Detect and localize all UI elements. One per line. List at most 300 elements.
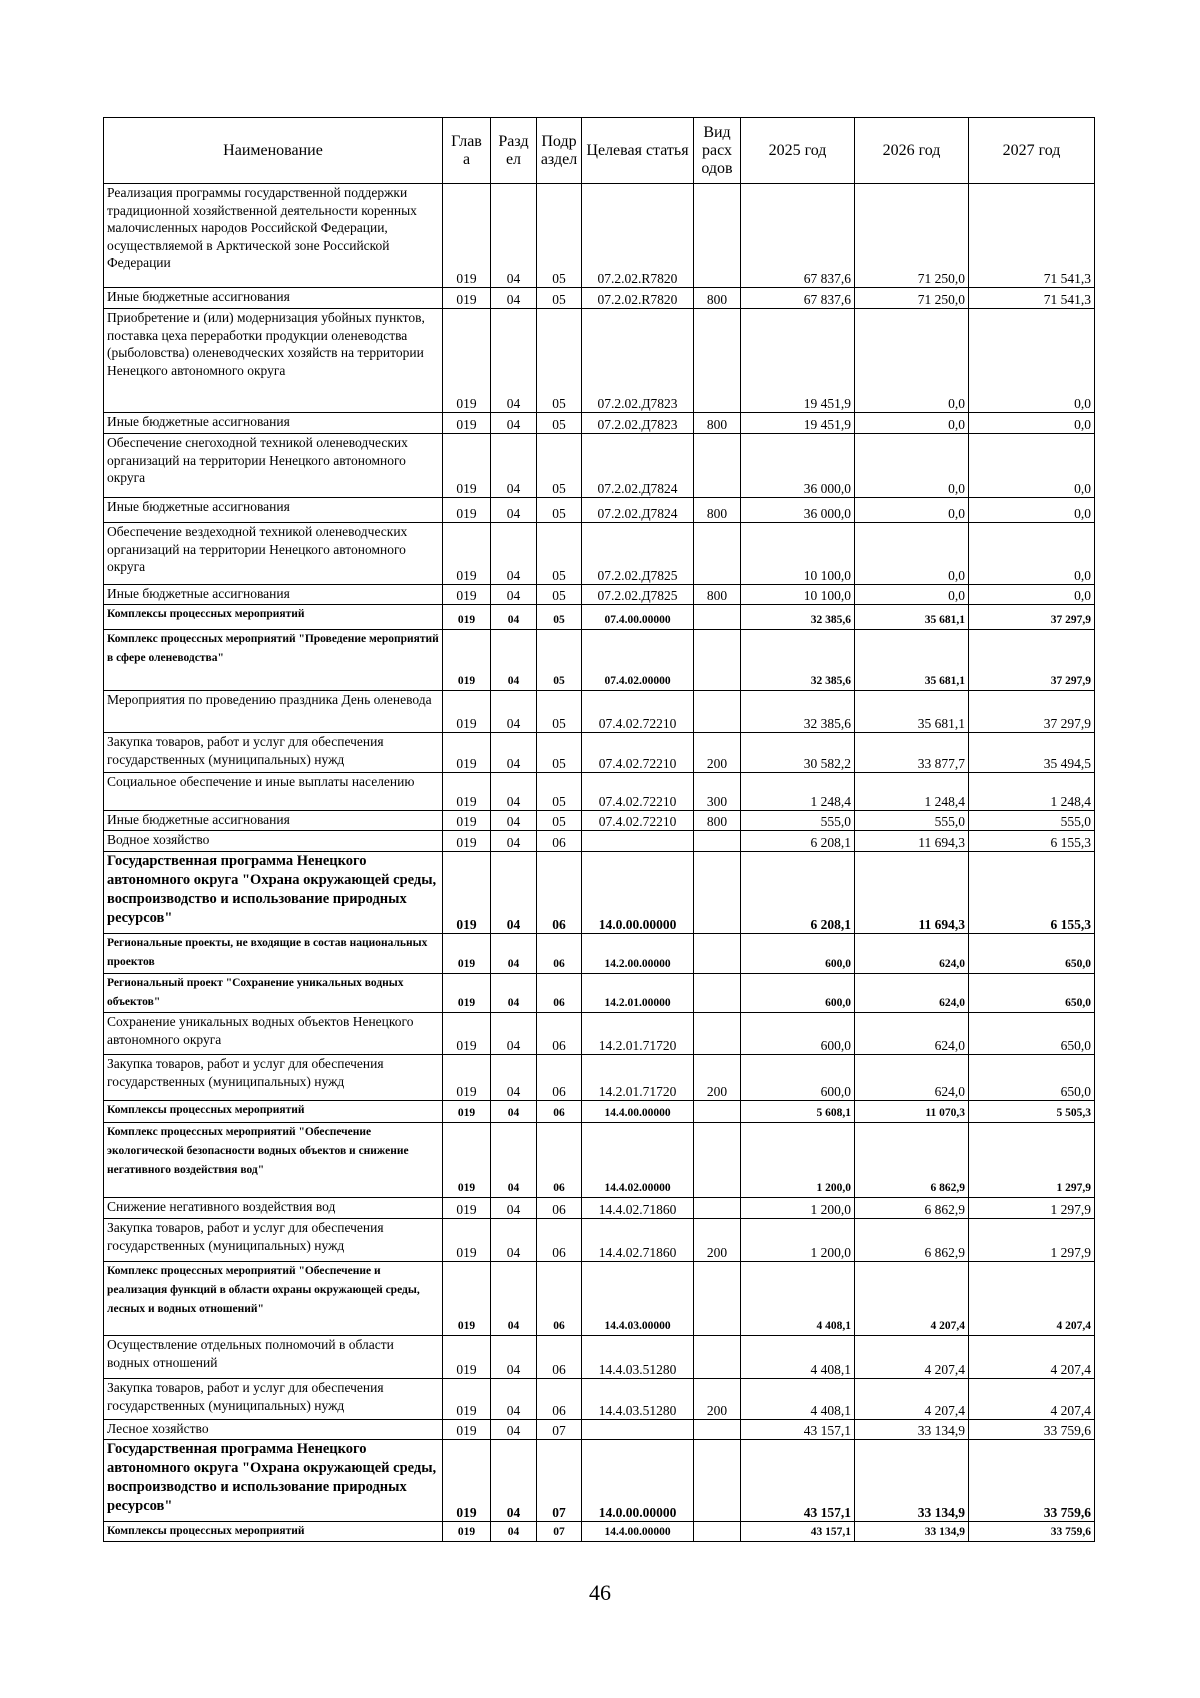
row-2025: 1 248,4 — [741, 773, 855, 811]
row-name: Лесное хозяйство — [104, 1420, 443, 1440]
row-target-article: 07.2.02.Д7824 — [582, 498, 694, 523]
row-2027: 33 759,6 — [969, 1522, 1095, 1542]
row-2025: 36 000,0 — [741, 498, 855, 523]
row-podrazdel: 06 — [537, 974, 582, 1013]
row-podrazdel: 06 — [537, 1101, 582, 1123]
row-2025: 1 200,0 — [741, 1123, 855, 1198]
row-name: Иные бюджетные ассигнования — [104, 585, 443, 605]
row-expense-type: 800 — [694, 413, 741, 434]
row-2025: 6 208,1 — [741, 831, 855, 852]
row-expense-type — [694, 831, 741, 852]
row-2026: 33 877,7 — [855, 733, 969, 773]
row-2027: 650,0 — [969, 1013, 1095, 1055]
row-glava: 019 — [443, 1262, 491, 1336]
row-glava: 019 — [443, 811, 491, 831]
row-podrazdel: 05 — [537, 309, 582, 413]
table-row — [104, 498, 1095, 523]
row-razdel: 04 — [491, 605, 537, 630]
row-2026: 6 862,9 — [855, 1219, 969, 1262]
row-target-article: 14.4.00.00000 — [582, 1522, 694, 1542]
table-row — [104, 1013, 1095, 1055]
row-glava: 019 — [443, 434, 491, 498]
row-razdel: 04 — [491, 1440, 537, 1522]
row-razdel: 04 — [491, 585, 537, 605]
row-razdel: 04 — [491, 811, 537, 831]
table-row — [104, 934, 1095, 974]
row-2026: 0,0 — [855, 309, 969, 413]
row-razdel: 04 — [491, 1420, 537, 1440]
row-podrazdel: 05 — [537, 733, 582, 773]
row-name: Иные бюджетные ассигнования — [104, 498, 443, 523]
row-target-article — [582, 831, 694, 852]
row-2027: 1 248,4 — [969, 773, 1095, 811]
row-glava: 019 — [443, 1219, 491, 1262]
row-2026: 624,0 — [855, 1055, 969, 1101]
row-target-article: 14.4.02.71860 — [582, 1219, 694, 1262]
row-podrazdel: 05 — [537, 434, 582, 498]
header-target-article: Целевая статья — [582, 118, 694, 184]
row-expense-type — [694, 852, 741, 934]
row-2027: 0,0 — [969, 523, 1095, 585]
table-row — [104, 691, 1095, 733]
row-2025: 19 451,9 — [741, 309, 855, 413]
row-target-article: 07.2.02.Д7823 — [582, 309, 694, 413]
row-target-article: 07.4.02.72210 — [582, 773, 694, 811]
row-podrazdel: 05 — [537, 691, 582, 733]
row-2025: 67 837,6 — [741, 184, 855, 288]
row-glava: 019 — [443, 1379, 491, 1420]
row-target-article: 14.4.03.51280 — [582, 1336, 694, 1379]
row-razdel: 04 — [491, 523, 537, 585]
row-2025: 43 157,1 — [741, 1522, 855, 1542]
row-target-article: 07.2.02.Д7825 — [582, 523, 694, 585]
row-2026: 11 070,3 — [855, 1101, 969, 1123]
row-razdel: 04 — [491, 1055, 537, 1101]
row-2026: 35 681,1 — [855, 605, 969, 630]
row-2026: 71 250,0 — [855, 288, 969, 309]
row-podrazdel: 06 — [537, 1379, 582, 1420]
row-glava: 019 — [443, 852, 491, 934]
table-row — [104, 1262, 1095, 1336]
row-2026: 33 134,9 — [855, 1420, 969, 1440]
row-glava: 019 — [443, 974, 491, 1013]
row-2026: 6 862,9 — [855, 1198, 969, 1219]
row-razdel: 04 — [491, 1379, 537, 1420]
row-name: Закупка товаров, работ и услуг для обеспечения государственных (муниципальных) нужд — [104, 1379, 443, 1420]
table-row — [104, 1055, 1095, 1101]
row-name: Комплекс процессных мероприятий "Обеспечение экологической безопасности водных объектов и снижение негативного воздействия вод" — [104, 1123, 443, 1198]
row-2027: 0,0 — [969, 434, 1095, 498]
row-target-article: 07.2.02.R7820 — [582, 288, 694, 309]
row-target-article: 07.2.02.R7820 — [582, 184, 694, 288]
row-podrazdel: 05 — [537, 413, 582, 434]
row-name: Закупка товаров, работ и услуг для обеспечения государственных (муниципальных) нужд — [104, 1219, 443, 1262]
row-name: Иные бюджетные ассигнования — [104, 413, 443, 434]
row-2027: 1 297,9 — [969, 1123, 1095, 1198]
row-2025: 600,0 — [741, 1055, 855, 1101]
row-razdel: 04 — [491, 1522, 537, 1542]
row-expense-type — [694, 1013, 741, 1055]
row-podrazdel: 06 — [537, 1123, 582, 1198]
row-expense-type: 200 — [694, 1219, 741, 1262]
row-target-article: 14.4.02.00000 — [582, 1123, 694, 1198]
row-2027: 0,0 — [969, 498, 1095, 523]
row-name: Региональный проект "Сохранение уникальных водных объектов" — [104, 974, 443, 1013]
row-name: Государственная программа Ненецкого автономного округа "Охрана окружающей среды, воспроизводство и использование природных ресурсов" — [104, 1440, 443, 1522]
table-row — [104, 523, 1095, 585]
header-row — [104, 118, 1095, 184]
row-2026: 0,0 — [855, 498, 969, 523]
table-row — [104, 831, 1095, 852]
row-razdel: 04 — [491, 413, 537, 434]
row-podrazdel: 06 — [537, 1055, 582, 1101]
row-expense-type — [694, 1198, 741, 1219]
row-glava: 019 — [443, 1123, 491, 1198]
row-podrazdel: 05 — [537, 811, 582, 831]
row-2026: 11 694,3 — [855, 852, 969, 934]
row-expense-type: 300 — [694, 773, 741, 811]
row-name: Комплекс процессных мероприятий "Обеспечение и реализация функций в области охраны окружающей среды, лесных и водных отношений" — [104, 1262, 443, 1336]
row-target-article: 07.4.02.72210 — [582, 811, 694, 831]
row-expense-type — [694, 974, 741, 1013]
row-razdel: 04 — [491, 773, 537, 811]
row-target-article: 07.4.00.00000 — [582, 605, 694, 630]
row-podrazdel: 05 — [537, 773, 582, 811]
header-name: Наименование — [104, 118, 443, 184]
table-row — [104, 811, 1095, 831]
row-2025: 5 608,1 — [741, 1101, 855, 1123]
row-target-article: 14.2.00.00000 — [582, 934, 694, 974]
row-2027: 35 494,5 — [969, 733, 1095, 773]
row-target-article: 14.0.00.00000 — [582, 1440, 694, 1522]
row-2027: 37 297,9 — [969, 691, 1095, 733]
row-razdel: 04 — [491, 1013, 537, 1055]
row-podrazdel: 05 — [537, 184, 582, 288]
row-razdel: 04 — [491, 831, 537, 852]
row-expense-type — [694, 1123, 741, 1198]
table-body — [104, 184, 1095, 1542]
row-name: Комплексы процессных мероприятий — [104, 1522, 443, 1542]
row-razdel: 04 — [491, 498, 537, 523]
row-glava: 019 — [443, 630, 491, 691]
row-name: Комплексы процессных мероприятий — [104, 1101, 443, 1123]
row-target-article: 07.2.02.Д7824 — [582, 434, 694, 498]
row-podrazdel: 06 — [537, 1336, 582, 1379]
row-razdel: 04 — [491, 691, 537, 733]
row-2026: 624,0 — [855, 934, 969, 974]
row-glava: 019 — [443, 1198, 491, 1219]
row-2025: 30 582,2 — [741, 733, 855, 773]
row-glava: 019 — [443, 523, 491, 585]
row-glava: 019 — [443, 831, 491, 852]
row-expense-type: 800 — [694, 288, 741, 309]
row-2027: 37 297,9 — [969, 605, 1095, 630]
row-2025: 10 100,0 — [741, 523, 855, 585]
row-razdel: 04 — [491, 852, 537, 934]
row-glava: 019 — [443, 1013, 491, 1055]
row-expense-type — [694, 309, 741, 413]
table-row — [104, 1198, 1095, 1219]
row-razdel: 04 — [491, 1101, 537, 1123]
table-row — [104, 1101, 1095, 1123]
row-2027: 0,0 — [969, 413, 1095, 434]
table-row — [104, 1379, 1095, 1420]
row-2026: 33 134,9 — [855, 1522, 969, 1542]
row-expense-type: 200 — [694, 1055, 741, 1101]
table-row — [104, 1440, 1095, 1522]
row-2025: 19 451,9 — [741, 413, 855, 434]
row-target-article: 14.4.03.51280 — [582, 1379, 694, 1420]
row-2025: 1 200,0 — [741, 1198, 855, 1219]
row-podrazdel: 07 — [537, 1440, 582, 1522]
row-target-article — [582, 1420, 694, 1440]
row-2027: 4 207,4 — [969, 1262, 1095, 1336]
row-2026: 0,0 — [855, 523, 969, 585]
row-razdel: 04 — [491, 1336, 537, 1379]
table-row — [104, 733, 1095, 773]
row-target-article: 14.2.01.71720 — [582, 1013, 694, 1055]
row-2027: 1 297,9 — [969, 1198, 1095, 1219]
row-glava: 019 — [443, 1336, 491, 1379]
header-razdel: Разд ел — [491, 118, 537, 184]
row-2026: 4 207,4 — [855, 1379, 969, 1420]
row-expense-type — [694, 1101, 741, 1123]
row-2027: 6 155,3 — [969, 852, 1095, 934]
row-razdel: 04 — [491, 1219, 537, 1262]
row-2025: 43 157,1 — [741, 1440, 855, 1522]
row-2027: 4 207,4 — [969, 1336, 1095, 1379]
row-expense-type — [694, 934, 741, 974]
row-2027: 33 759,6 — [969, 1440, 1095, 1522]
row-razdel: 04 — [491, 184, 537, 288]
page-number: 46 — [589, 1580, 611, 1605]
row-2025: 10 100,0 — [741, 585, 855, 605]
row-2025: 1 200,0 — [741, 1219, 855, 1262]
row-name: Приобретение и (или) модернизация убойных пунктов, поставка цеха переработки продукции оленеводства (рыболовства) оленеводческих хозяйств на территории Ненецкого автономного округа — [104, 309, 443, 413]
row-2027: 4 207,4 — [969, 1379, 1095, 1420]
row-2025: 6 208,1 — [741, 852, 855, 934]
row-razdel: 04 — [491, 1123, 537, 1198]
row-podrazdel: 06 — [537, 1013, 582, 1055]
row-2026: 4 207,4 — [855, 1262, 969, 1336]
row-razdel: 04 — [491, 974, 537, 1013]
row-expense-type: 200 — [694, 733, 741, 773]
row-2026: 555,0 — [855, 811, 969, 831]
row-target-article: 14.2.01.71720 — [582, 1055, 694, 1101]
header-glava: Глав а — [443, 118, 491, 184]
table-row — [104, 630, 1095, 691]
row-target-article: 14.4.00.00000 — [582, 1101, 694, 1123]
row-razdel: 04 — [491, 309, 537, 413]
row-glava: 019 — [443, 1055, 491, 1101]
row-2026: 4 207,4 — [855, 1336, 969, 1379]
row-2025: 32 385,6 — [741, 691, 855, 733]
row-2026: 0,0 — [855, 413, 969, 434]
row-name: Мероприятия по проведению праздника День оленевода — [104, 691, 443, 733]
row-2027: 0,0 — [969, 585, 1095, 605]
row-2026: 1 248,4 — [855, 773, 969, 811]
row-expense-type — [694, 605, 741, 630]
row-glava: 019 — [443, 184, 491, 288]
row-name: Реализация программы государственной поддержки традиционной хозяйственной деятельности коренных малочисленных народов Российской Федерации, осуществляемой в Арктической зоне Российской Федерации — [104, 184, 443, 288]
row-2026: 624,0 — [855, 974, 969, 1013]
row-razdel: 04 — [491, 934, 537, 974]
table-row — [104, 1219, 1095, 1262]
row-glava: 019 — [443, 1440, 491, 1522]
row-podrazdel: 07 — [537, 1522, 582, 1542]
row-target-article: 14.4.02.71860 — [582, 1198, 694, 1219]
table-row — [104, 1522, 1095, 1542]
row-2027: 650,0 — [969, 974, 1095, 1013]
header-podrazdel: Подр аздел — [537, 118, 582, 184]
row-name: Иные бюджетные ассигнования — [104, 288, 443, 309]
row-target-article: 14.4.03.00000 — [582, 1262, 694, 1336]
table-row — [104, 1420, 1095, 1440]
row-podrazdel: 06 — [537, 1198, 582, 1219]
row-razdel: 04 — [491, 630, 537, 691]
row-name: Обеспечение вездеходной техникой оленеводческих организаций на территории Ненецкого автономного округа — [104, 523, 443, 585]
row-2026: 6 862,9 — [855, 1123, 969, 1198]
row-podrazdel: 07 — [537, 1420, 582, 1440]
row-expense-type — [694, 691, 741, 733]
row-expense-type: 800 — [694, 498, 741, 523]
row-2026: 35 681,1 — [855, 630, 969, 691]
row-podrazdel: 05 — [537, 523, 582, 585]
row-2025: 43 157,1 — [741, 1420, 855, 1440]
row-2025: 555,0 — [741, 811, 855, 831]
table-row — [104, 184, 1095, 288]
row-podrazdel: 05 — [537, 630, 582, 691]
row-target-article: 07.2.02.Д7825 — [582, 585, 694, 605]
table-row — [104, 974, 1095, 1013]
row-name: Сохранение уникальных водных объектов Ненецкого автономного округа — [104, 1013, 443, 1055]
row-2025: 4 408,1 — [741, 1262, 855, 1336]
row-2027: 1 297,9 — [969, 1219, 1095, 1262]
header-expense-type: Вид расх одов — [694, 118, 741, 184]
row-expense-type — [694, 184, 741, 288]
row-expense-type — [694, 1262, 741, 1336]
header-2026: 2026 год — [855, 118, 969, 184]
row-glava: 019 — [443, 288, 491, 309]
row-glava: 019 — [443, 1522, 491, 1542]
row-podrazdel: 05 — [537, 605, 582, 630]
row-2026: 0,0 — [855, 434, 969, 498]
row-name: Комплекс процессных мероприятий "Проведение мероприятий в сфере оленеводства" — [104, 630, 443, 691]
row-glava: 019 — [443, 934, 491, 974]
row-glava: 019 — [443, 691, 491, 733]
row-2025: 4 408,1 — [741, 1379, 855, 1420]
table-row — [104, 309, 1095, 413]
row-name: Водное хозяйство — [104, 831, 443, 852]
row-2026: 0,0 — [855, 585, 969, 605]
row-glava: 019 — [443, 585, 491, 605]
row-2025: 600,0 — [741, 1013, 855, 1055]
row-name: Государственная программа Ненецкого автономного округа "Охрана окружающей среды, воспроизводство и использование природных ресурсов" — [104, 852, 443, 934]
row-name: Закупка товаров, работ и услуг для обеспечения государственных (муниципальных) нужд — [104, 733, 443, 773]
row-target-article: 14.0.00.00000 — [582, 852, 694, 934]
row-2027: 650,0 — [969, 1055, 1095, 1101]
table-row — [104, 288, 1095, 309]
row-2025: 32 385,6 — [741, 605, 855, 630]
row-glava: 019 — [443, 605, 491, 630]
row-target-article: 14.2.01.00000 — [582, 974, 694, 1013]
row-2027: 33 759,6 — [969, 1420, 1095, 1440]
row-podrazdel: 06 — [537, 934, 582, 974]
row-2027: 650,0 — [969, 934, 1095, 974]
row-expense-type — [694, 1336, 741, 1379]
row-name: Обеспечение снегоходной техникой оленеводческих организаций на территории Ненецкого автономного округа — [104, 434, 443, 498]
row-2027: 5 505,3 — [969, 1101, 1095, 1123]
row-name: Снижение негативного воздействия вод — [104, 1198, 443, 1219]
table-row — [104, 413, 1095, 434]
row-2027: 0,0 — [969, 309, 1095, 413]
table-row — [104, 434, 1095, 498]
row-2027: 71 541,3 — [969, 184, 1095, 288]
row-glava: 019 — [443, 413, 491, 434]
row-2026: 71 250,0 — [855, 184, 969, 288]
row-expense-type: 200 — [694, 1379, 741, 1420]
row-expense-type — [694, 1440, 741, 1522]
row-2025: 600,0 — [741, 974, 855, 1013]
row-2027: 555,0 — [969, 811, 1095, 831]
row-razdel: 04 — [491, 1198, 537, 1219]
table-row — [104, 1123, 1095, 1198]
row-glava: 019 — [443, 498, 491, 523]
row-podrazdel: 06 — [537, 852, 582, 934]
row-glava: 019 — [443, 773, 491, 811]
row-2027: 71 541,3 — [969, 288, 1095, 309]
row-name: Иные бюджетные ассигнования — [104, 811, 443, 831]
row-2026: 33 134,9 — [855, 1440, 969, 1522]
row-2025: 600,0 — [741, 934, 855, 974]
row-podrazdel: 05 — [537, 288, 582, 309]
header-2027: 2027 год — [969, 118, 1095, 184]
header-2025: 2025 год — [741, 118, 855, 184]
row-2027: 6 155,3 — [969, 831, 1095, 852]
row-target-article: 07.2.02.Д7823 — [582, 413, 694, 434]
row-name: Социальное обеспечение и иные выплаты населению — [104, 773, 443, 811]
row-razdel: 04 — [491, 434, 537, 498]
row-podrazdel: 05 — [537, 585, 582, 605]
budget-table — [103, 117, 1095, 1542]
row-name: Осуществление отдельных полномочий в области водных отношений — [104, 1336, 443, 1379]
row-podrazdel: 06 — [537, 1219, 582, 1262]
row-glava: 019 — [443, 1101, 491, 1123]
row-razdel: 04 — [491, 1262, 537, 1336]
table-row — [104, 605, 1095, 630]
row-podrazdel: 06 — [537, 831, 582, 852]
row-2025: 67 837,6 — [741, 288, 855, 309]
row-name: Закупка товаров, работ и услуг для обеспечения государственных (муниципальных) нужд — [104, 1055, 443, 1101]
table-row — [104, 773, 1095, 811]
row-2025: 36 000,0 — [741, 434, 855, 498]
row-glava: 019 — [443, 309, 491, 413]
row-2026: 35 681,1 — [855, 691, 969, 733]
row-expense-type — [694, 434, 741, 498]
row-expense-type — [694, 630, 741, 691]
row-2025: 4 408,1 — [741, 1336, 855, 1379]
row-expense-type: 800 — [694, 811, 741, 831]
row-expense-type — [694, 1420, 741, 1440]
table-row — [104, 585, 1095, 605]
row-glava: 019 — [443, 1420, 491, 1440]
row-expense-type: 800 — [694, 585, 741, 605]
row-target-article: 07.4.02.72210 — [582, 733, 694, 773]
row-expense-type — [694, 1522, 741, 1542]
row-expense-type — [694, 523, 741, 585]
row-target-article: 07.4.02.72210 — [582, 691, 694, 733]
row-2025: 32 385,6 — [741, 630, 855, 691]
